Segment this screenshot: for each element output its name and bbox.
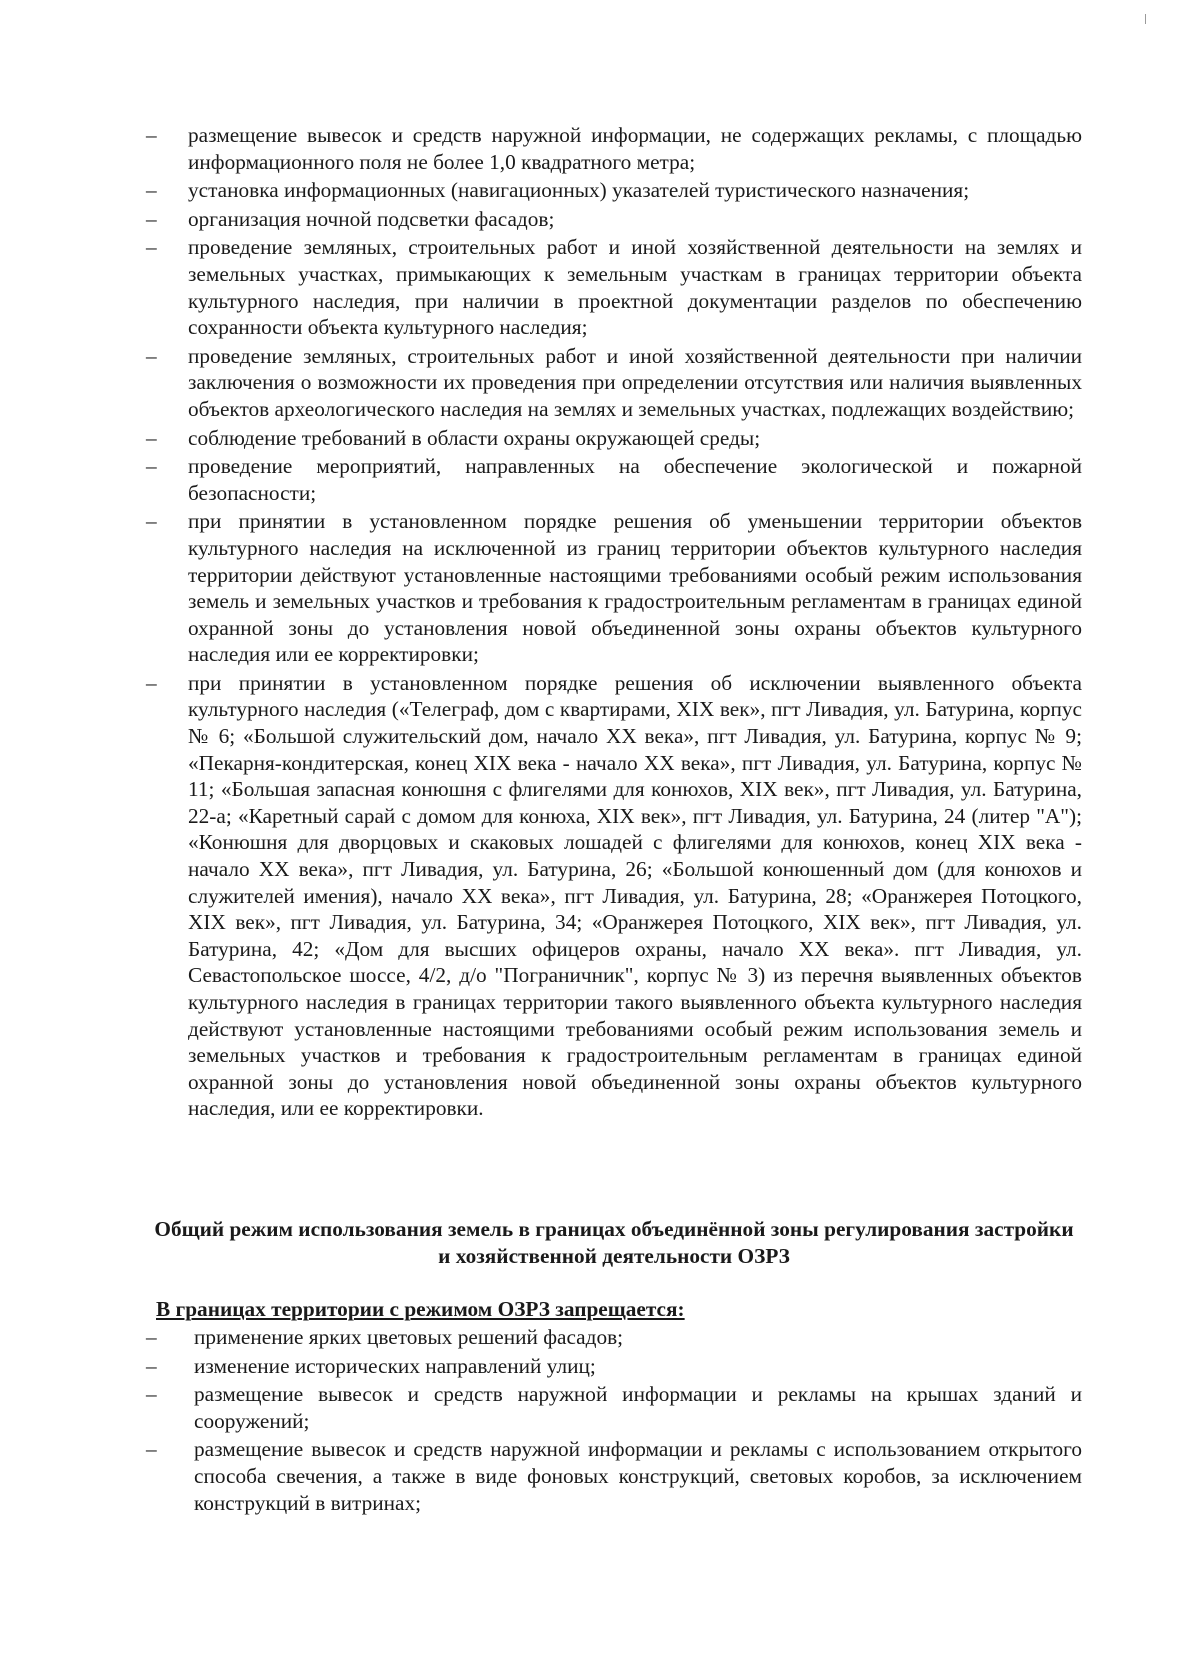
list-dash: –	[146, 343, 157, 368]
list-item	[146, 122, 1082, 175]
list-dash: –	[146, 1325, 157, 1349]
list-item-text: проведение мероприятий, направленных на обеспечение экологической и пожарной безопасности;	[188, 454, 1082, 505]
list-item-text: размещение вывесок и средств наружной информации и рекламы на крышах зданий и сооружений;	[194, 1382, 1082, 1433]
list-item	[146, 343, 1082, 423]
list-dash: –	[146, 178, 157, 203]
list-item	[146, 1324, 1082, 1351]
list-item-text: проведение земляных, строительных работ и иной хозяйственной деятельности при наличии заключения о возможности их проведения при определении отсутствия или наличия выявленных объектов археологического наследия на землях и земельных участках, подлежащих воздействию;	[188, 343, 1082, 421]
list-dash: –	[146, 509, 157, 534]
list-dash: –	[146, 670, 157, 695]
list-item-text: установка информационных (навигационных) указателей туристического назначения;	[188, 178, 970, 203]
scan-mark	[1145, 14, 1146, 24]
list-item-text: соблюдение требований в области охраны окружающей среды;	[188, 425, 761, 450]
prohibitions-subheading: В границах территории с режимом ОЗРЗ запрещается:	[156, 1297, 685, 1321]
list-item	[146, 425, 1082, 452]
list-item	[146, 1436, 1082, 1516]
list-item	[146, 508, 1082, 668]
list-item-text: изменение исторических направлений улиц;	[194, 1353, 596, 1378]
list-item	[146, 1381, 1082, 1434]
list-item	[146, 177, 1082, 204]
list-item-text: проведение земляных, строительных работ и иной хозяйственной деятельности на землях и земельных участках, примыкающих к земельным участкам в границах территории объекта культурного наследия, при наличии в проектной документации разделов по обеспечению сохранности объекта культурного наследия;	[188, 235, 1082, 340]
list-item	[146, 1353, 1082, 1380]
list-dash: –	[146, 1437, 157, 1462]
list-dash: –	[146, 454, 157, 479]
list-dash: –	[146, 425, 157, 450]
section-heading: Общий режим использования земель в границах объединённой зоны регулирования застройки и хозяйственной деятельности ОЗРЗ	[154, 1217, 1074, 1268]
permitted-activities-list	[146, 122, 1082, 1124]
list-item-text: размещение вывесок и средств наружной информации, не содержащих рекламы, с площадью информационного поля не более 1,0 квадратного метра;	[188, 123, 1082, 174]
list-dash: –	[146, 235, 157, 260]
list-dash: –	[146, 1382, 157, 1407]
list-item-text: применение ярких цветовых решений фасадов;	[194, 1325, 624, 1349]
list-item-text: при принятии в установленном порядке решения об уменьшении территории объектов культурного наследия на исключенной из границ территории объектов культурного наследия территории действуют установленные настоящими требованиями особый режим использования земель и земельных участков и требования к градостроительным регламентам в границах единой охранной зоны до установления новой объединенной зоны охраны объектов культурного наследия или ее корректировки;	[188, 509, 1082, 667]
list-item	[146, 453, 1082, 506]
prohibited-activities-list	[146, 1324, 1082, 1518]
list-item-text: размещение вывесок и средств наружной информации и рекламы с использованием открытого способа свечения, а также в виде фоновых конструкций, световых коробов, за исключением конструкций в витринах;	[194, 1437, 1082, 1515]
list-item	[146, 670, 1082, 1122]
list-dash: –	[146, 123, 157, 147]
list-item-text: организация ночной подсветки фасадов;	[188, 206, 555, 231]
list-item-text: при принятии в установленном порядке решения об исключении выявленного объекта культурного наследия («Телеграф, дом с квартирами, XIX век», пгт Ливадия, ул. Батурина, корпус № 6; «Большой служительский дом, начало XX века», пгт Ливадия, ул. Батурина, корпус № 9; «Пекарня-кондитерская, конец XIX века - начало XX века», пгт Ливадия, ул. Батурина, корпус № 11; «Большая запасная конюшня с флигелями для конюхов, XIX век», пгт Ливадия, ул. Батурина, 22-а; «Каретный сарай с домом для конюха, XIX век», пгт Ливадия, ул. Батурина, 24 (литер "А"); «Конюшня для дворцовых и скаковых лошадей с флигелями для конюхов, конец XIX века - начало XX века», пгт Ливадия, ул. Батурина, 26; «Большой конюшенный дом (для конюхов и служителей имения), начало XX века», пгт Ливадия, ул. Батурина, 28; «Оранжерея Потоцкого, XIX век», пгт Ливадия, ул. Батурина, 34; «Оранжерея Потоцкого, XIX век», пгт Ливадия, ул. Батурина, 42; «Дом для высших офицеров охраны, начало XX века». пгт Ливадия, ул. Севастопольское шоссе, 4/2, д/о "Пограничник", корпус № 3) из перечня выявленных объектов культурного наследия в границах территории такого выявленного объекта культурного наследия действуют установленные настоящими требованиями особый режим использования земель и земельных участков и требования к градостроительным регламентам в границах единой охранной зоны до установления новой объединенной зоны охраны объектов культурного наследия, или ее корректировки.	[188, 670, 1082, 1121]
list-dash: –	[146, 206, 157, 231]
list-item	[146, 234, 1082, 340]
list-item	[146, 206, 1082, 233]
list-dash: –	[146, 1353, 157, 1378]
